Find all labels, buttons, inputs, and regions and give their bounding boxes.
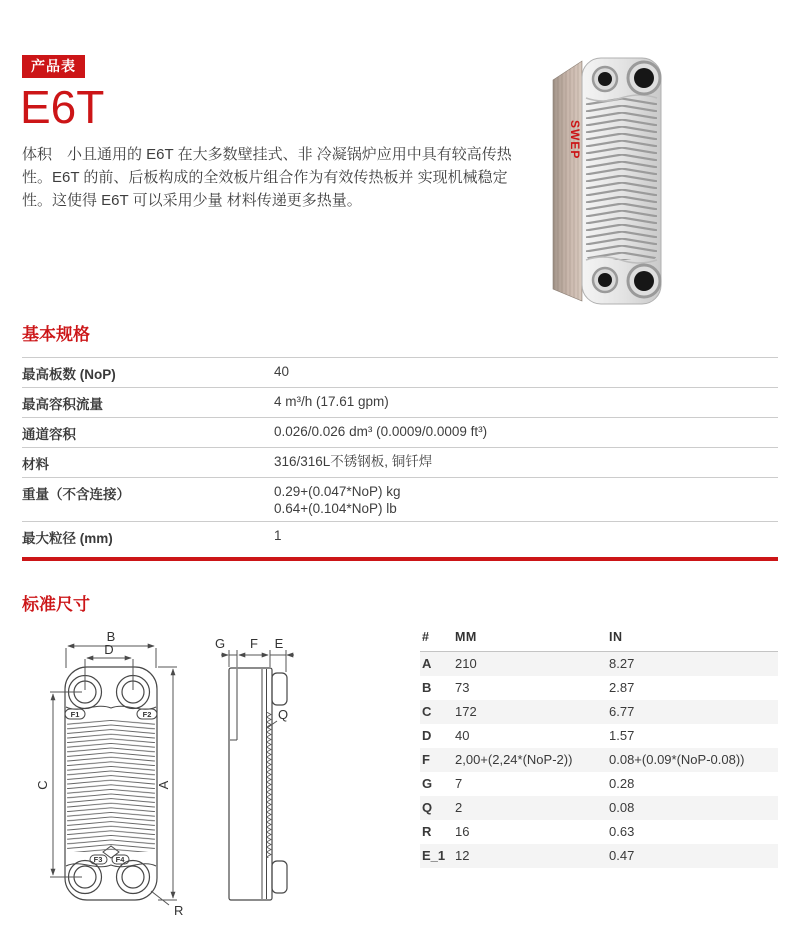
- dim-mm: 16: [455, 824, 470, 839]
- side-view: [229, 668, 287, 900]
- product-description: 体积 小且通用的 E6T 在大多数壁挂式、非 冷凝锅炉应用中具有较高传热性。E6T 的前、后板构成的全效板片组合作为有效传热板并 实现机械稳定性。这使得 E6T 可以采用少量 材料传递更多热量。: [22, 146, 512, 209]
- table-row: [420, 796, 778, 820]
- dim-label-q: Q: [277, 707, 289, 722]
- dim-in: 0.63: [609, 824, 635, 839]
- dim-id: G: [422, 776, 433, 791]
- spec-value: 40: [274, 364, 290, 379]
- spec-row: [22, 521, 778, 551]
- port-label-f4: F4: [115, 855, 125, 864]
- plate-edge-serration: [267, 712, 273, 858]
- specs-heading: 基本规格: [22, 325, 90, 344]
- dim-in: 0.08: [609, 800, 635, 815]
- spec-row: [22, 477, 778, 521]
- page-title: E6T: [20, 81, 105, 133]
- dimensions-table: [420, 628, 778, 868]
- spec-value: 0.026/0.026 dm³ (0.0009/0.0009 ft³): [274, 424, 488, 439]
- dim-mm: 40: [455, 728, 470, 743]
- dim-label-g: G: [214, 636, 226, 651]
- dim-mm: 210: [455, 656, 477, 671]
- dim-mm: 7: [455, 776, 463, 791]
- table-row: [420, 700, 778, 724]
- table-row: [420, 820, 778, 844]
- spec-label: 材料: [22, 457, 49, 472]
- port-label-f1: F1: [70, 710, 80, 719]
- dim-in: 2.87: [609, 680, 635, 695]
- dim-id: R: [422, 824, 432, 839]
- table-row: [420, 844, 778, 868]
- side-port-top: [272, 673, 287, 705]
- dim-id: E_1: [422, 848, 446, 863]
- dim-mm: 2,00+(2,24*(NoP-2)): [455, 752, 573, 767]
- spec-label: 最大粒径 (mm): [22, 531, 113, 546]
- dim-mm: 12: [455, 848, 470, 863]
- table-row: [420, 748, 778, 772]
- spec-row: [22, 417, 778, 447]
- spec-value: 4 m³/h (17.61 gpm): [274, 394, 389, 409]
- dim-label-b: B: [106, 629, 116, 644]
- side-port-bottom: [272, 861, 287, 893]
- dim-in: 0.28: [609, 776, 635, 791]
- dim-in: 8.27: [609, 656, 635, 671]
- port-label-f2: F2: [142, 710, 152, 719]
- col-header-in: IN: [607, 628, 778, 652]
- dim-id: C: [422, 704, 432, 719]
- spec-value-line2: 0.64+(0.104*NoP) lb: [274, 501, 397, 516]
- section-divider: [22, 557, 778, 561]
- spec-value: [274, 483, 778, 517]
- dim-label-d: D: [104, 642, 114, 657]
- swep-logo: SWEP: [568, 120, 582, 160]
- dimension-drawing: [0, 628, 420, 937]
- dim-id: A: [422, 656, 432, 671]
- dim-mm: 2: [455, 800, 463, 815]
- col-header-id: #: [420, 628, 453, 652]
- spec-label: 重量（不含连接）: [22, 487, 130, 502]
- table-row: [420, 724, 778, 748]
- table-row: [420, 652, 778, 677]
- dim-id: F: [422, 752, 430, 767]
- dim-label-e: E: [274, 636, 284, 651]
- chevron-pattern: [586, 98, 657, 260]
- spec-row: [22, 357, 778, 387]
- dimensions-heading: 标准尺寸: [22, 595, 90, 614]
- dimensions-header-row: [420, 628, 778, 652]
- spec-row: [22, 447, 778, 477]
- table-row: [420, 772, 778, 796]
- spec-label: 最高容积流量: [22, 397, 103, 412]
- dim-label-c: C: [35, 780, 50, 790]
- front-chevron-pattern: [67, 720, 155, 852]
- side-dimension-labels: [215, 636, 288, 722]
- port-label-f3: F3: [93, 855, 103, 864]
- side-face-texture: [553, 61, 582, 301]
- product-sheet-badge: 产品表: [22, 55, 85, 78]
- dim-id: D: [422, 728, 432, 743]
- dim-in: 6.77: [609, 704, 635, 719]
- heat-exchanger-photo: [545, 48, 740, 305]
- specs-table: [22, 357, 778, 551]
- dim-id: Q: [422, 800, 433, 815]
- col-header-mm: MM: [453, 628, 607, 652]
- side-body: [229, 668, 272, 900]
- table-row: [420, 676, 778, 700]
- dim-in: 1.57: [609, 728, 635, 743]
- spec-value-line1: 0.29+(0.047*NoP) kg: [274, 484, 401, 499]
- dim-id: B: [422, 680, 432, 695]
- dim-mm: 172: [455, 704, 477, 719]
- spec-label: 最高板数 (NoP): [22, 367, 116, 382]
- dim-in: 0.08+(0.09*(NoP-0.08)): [609, 752, 745, 767]
- dim-label-f: F: [250, 636, 258, 651]
- spec-label: 通道容积: [22, 427, 76, 442]
- dim-label-a: A: [156, 780, 171, 790]
- dim-in: 0.47: [609, 848, 635, 863]
- dim-label-r: R: [174, 903, 184, 918]
- product-photo: [545, 48, 740, 305]
- spec-value: 316/316L不锈钢板, 铜钎焊: [274, 454, 433, 469]
- spec-row: [22, 387, 778, 417]
- dim-mm: 73: [455, 680, 470, 695]
- spec-value: 1: [274, 528, 282, 543]
